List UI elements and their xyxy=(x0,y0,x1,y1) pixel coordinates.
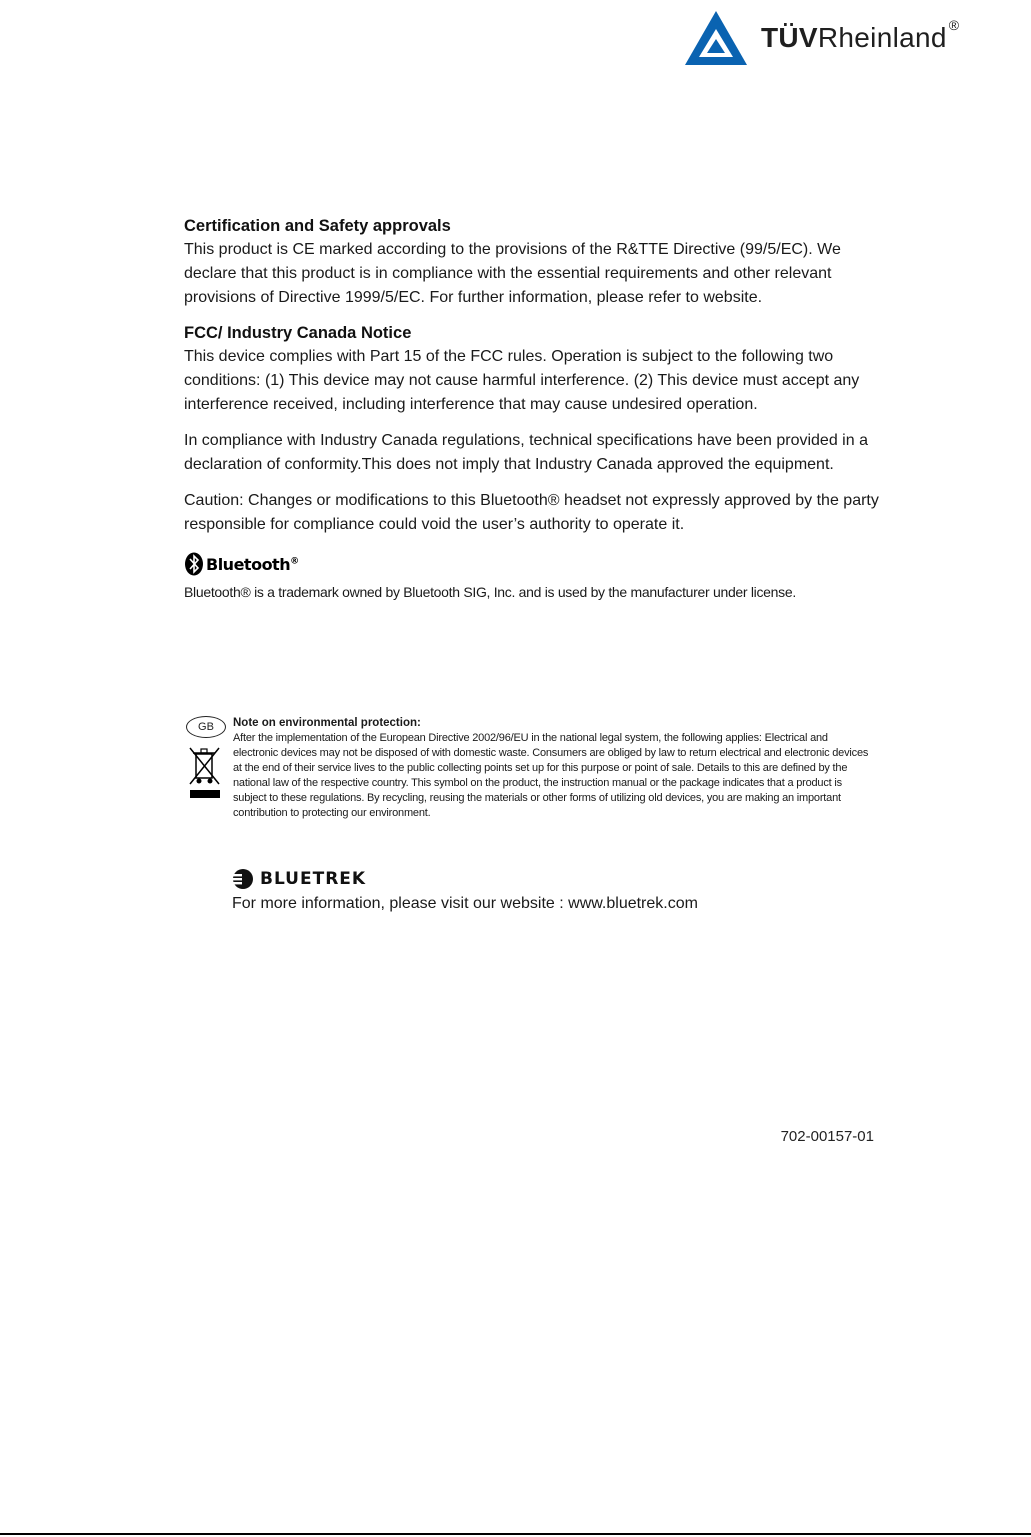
bluetooth-trademark-note: Bluetooth® is a trademark owned by Bluetooth SIG, Inc. and is used by the manufacturer under license. xyxy=(184,584,796,600)
environmental-heading: Note on environmental protection: xyxy=(233,717,421,729)
bluetooth-wordmark xyxy=(206,555,299,574)
bluetrek-section xyxy=(232,866,698,915)
bluetooth-logo-text: Bluetooth xyxy=(206,554,291,574)
tuv-rheinland-logo xyxy=(683,8,959,68)
environmental-icons xyxy=(186,716,230,807)
gb-badge: GB xyxy=(186,716,226,738)
tuv-registered-mark: ® xyxy=(948,17,960,33)
tuv-logo-bold: TÜV xyxy=(761,22,818,53)
bluetrek-website-line: For more information, please visit our website : www.bluetrek.com xyxy=(232,895,698,912)
bluetrek-mark-icon xyxy=(232,868,254,890)
tuv-triangle-icon xyxy=(683,9,749,67)
document-code: 702-00157-01 xyxy=(780,1128,874,1145)
tuv-logo-text xyxy=(761,17,960,53)
environmental-text xyxy=(233,716,873,821)
fcc-body-1: This device complies with Part 15 of the FCC rules. Operation is subject to the following two conditions: (1) This device may not cause harmful interference. (2) This device must accept any interference received, including interference that may cause undesired operation. xyxy=(184,348,860,413)
bluetrek-wordmark: BLUETREK xyxy=(260,869,367,889)
bluetooth-icon xyxy=(184,552,204,576)
weee-bin-icon xyxy=(188,744,222,802)
bottom-rule xyxy=(0,1533,1031,1535)
bluetrek-logo xyxy=(232,866,698,892)
fcc-body-2: In compliance with Industry Canada regulations, technical specifications have been provided in a declaration of conformity.This does not imply that Industry Canada approved the equipment. xyxy=(184,432,868,473)
certification-heading: Certification and Safety approvals xyxy=(184,217,451,235)
fcc-heading: FCC/ Industry Canada Notice xyxy=(184,324,412,342)
bluetooth-logo-mark: ® xyxy=(290,556,299,567)
bluetooth-logo xyxy=(184,551,884,577)
fcc-body-3: Caution: Changes or modifications to this Bluetooth® headset not expressly approved by the party responsible for compliance could void the user’s authority to operate it. xyxy=(184,492,879,533)
main-content xyxy=(184,214,884,617)
tuv-logo-regular: Rheinland xyxy=(817,22,947,53)
certification-body: This product is CE marked according to the provisions of the R&TTE Directive (99/5/EC). We declare that this product is in compliance with the essential requirements and other relevant provisions of Directive 1999/5/EC. For further information, please refer to website. xyxy=(184,241,841,306)
environmental-body: After the implementation of the European Directive 2002/96/EU in the national legal system, the following applies: Electrical and electronic devices may not be disposed of with domestic waste. Consumers are obliged by law to return electrical and electronic devices at the end of their service lives to the public collecting points set up for this purpose or point of sale. Details to this are defined by the national law of the respective country. This symbol on the product, the instruction manual or the package indicates that a product is subject to these regulations. By recycling, reusing the materials or other forms of utilizing old devices, you are making an important contribution to protecting our environment. xyxy=(233,732,869,819)
